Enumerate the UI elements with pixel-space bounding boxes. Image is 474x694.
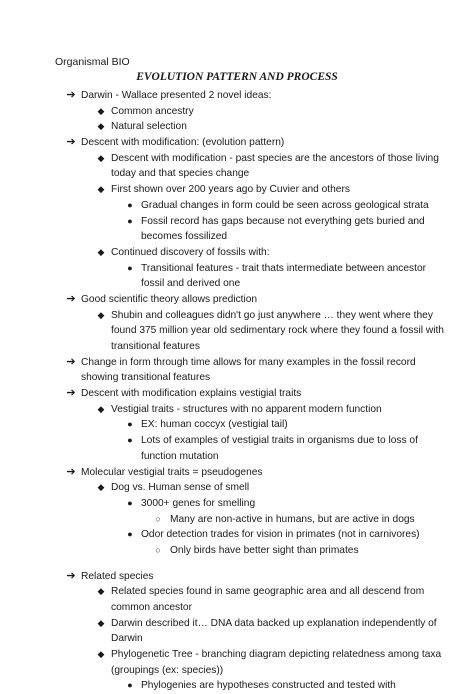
outline-text: Only birds have better sight than primates bbox=[170, 544, 359, 556]
outline-line bbox=[0, 276, 474, 292]
outline-line bbox=[0, 433, 474, 449]
circle-bullet-icon: ○ bbox=[155, 513, 161, 524]
outline-line bbox=[0, 386, 474, 402]
diamond-bullet-icon: ◆ bbox=[97, 586, 105, 597]
outline-text: Descent with modification explains vestigial traits bbox=[81, 388, 302, 400]
page-title: EVOLUTION PATTERN AND PROCESS bbox=[136, 71, 338, 83]
diamond-bullet-icon: ◆ bbox=[97, 617, 105, 628]
outline-line bbox=[0, 166, 474, 182]
outline-text: Shubin and colleagues didn't go just anywhere … they went where they bbox=[111, 309, 433, 321]
outline-line bbox=[0, 496, 474, 512]
arrow-bullet-icon: ➔ bbox=[66, 355, 76, 368]
disc-bullet-icon: ● bbox=[127, 435, 133, 446]
outline-line bbox=[0, 465, 474, 481]
arrow-bullet-icon: ➔ bbox=[66, 465, 76, 478]
outline-line bbox=[0, 104, 474, 120]
outline-line bbox=[0, 214, 474, 230]
disc-bullet-icon: ● bbox=[127, 419, 133, 430]
outline-text: Many are non-active in humans, but are active in dogs bbox=[170, 513, 415, 525]
outline-text: 3000+ genes for smelling bbox=[141, 497, 256, 509]
outline-text: showing transitional features bbox=[81, 372, 211, 384]
outline-text: (groupings (ex: species)) bbox=[111, 664, 224, 676]
diamond-bullet-icon: ◆ bbox=[97, 246, 105, 257]
outline-text: Fossil record has gaps because not everything gets buried and bbox=[141, 215, 425, 227]
outline-text: Lots of examples of vestigial traits in organisms due to loss of bbox=[141, 435, 418, 447]
notes-outline bbox=[0, 88, 474, 694]
outline-line bbox=[0, 631, 474, 647]
outline-text: common ancestor bbox=[111, 602, 192, 613]
outline-line bbox=[0, 355, 474, 371]
outline-line bbox=[0, 512, 474, 528]
outline-line bbox=[0, 543, 474, 559]
outline-line bbox=[0, 323, 474, 339]
outline-text: Darwin - Wallace presented 2 novel ideas: bbox=[81, 90, 272, 101]
arrow-bullet-icon: ➔ bbox=[66, 387, 76, 400]
outline-text: Continued discovery of fossils with: bbox=[111, 246, 270, 258]
outline-line bbox=[0, 261, 474, 277]
outline-line bbox=[0, 339, 474, 355]
outline-text: Related species found in same geographic area and all descend from bbox=[111, 586, 425, 598]
outline-line bbox=[0, 135, 474, 151]
outline-text: Gradual changes in form could be seen across geological strata bbox=[141, 199, 429, 211]
outline-text: Darwin described it… DNA data backed up explanation independently of bbox=[111, 617, 437, 629]
course-header: Organismal BIO bbox=[55, 56, 130, 68]
disc-bullet-icon: ● bbox=[127, 199, 133, 210]
outline-line bbox=[0, 647, 474, 663]
outline-text: transitional features bbox=[111, 341, 200, 352]
outline-line bbox=[0, 119, 474, 135]
outline-line bbox=[0, 616, 474, 632]
outline-line bbox=[0, 198, 474, 214]
diamond-bullet-icon: ◆ bbox=[97, 482, 105, 493]
outline-line bbox=[0, 678, 474, 694]
disc-bullet-icon: ● bbox=[127, 215, 133, 226]
outline-text: Vestigial traits - structures with no apparent modern function bbox=[111, 403, 382, 415]
outline-text: Phylogenies are hypotheses constructed and tested with bbox=[141, 680, 396, 692]
arrow-bullet-icon: ➔ bbox=[66, 569, 76, 582]
diamond-bullet-icon: ◆ bbox=[97, 403, 105, 414]
outline-line bbox=[0, 292, 474, 308]
disc-bullet-icon: ● bbox=[127, 262, 133, 273]
outline-text: Common ancestry bbox=[111, 105, 194, 117]
outline-text: EX: human coccyx (vestigial tail) bbox=[141, 419, 288, 431]
outline-line bbox=[0, 527, 474, 543]
disc-bullet-icon: ● bbox=[127, 680, 133, 691]
outline-line bbox=[0, 308, 474, 324]
outline-text: Molecular vestigial traits = pseudogenes bbox=[81, 466, 263, 478]
outline-line bbox=[0, 569, 474, 585]
section-spacer bbox=[0, 559, 474, 569]
diamond-bullet-icon: ◆ bbox=[97, 184, 105, 195]
outline-line bbox=[0, 151, 474, 167]
outline-line bbox=[0, 417, 474, 433]
diamond-bullet-icon: ◆ bbox=[97, 309, 105, 320]
outline-line bbox=[0, 449, 474, 465]
diamond-bullet-icon: ◆ bbox=[97, 152, 105, 163]
outline-text: today and that species change bbox=[111, 168, 250, 180]
outline-text: First shown over 200 years ago by Cuvier and others bbox=[111, 184, 350, 196]
diamond-bullet-icon: ◆ bbox=[97, 121, 105, 132]
diamond-bullet-icon: ◆ bbox=[97, 105, 105, 116]
outline-text: found 375 million year old sedimentary rock where they found a fossil with bbox=[111, 325, 444, 337]
outline-line bbox=[0, 245, 474, 261]
diamond-bullet-icon: ◆ bbox=[97, 649, 105, 660]
outline-text: Related species bbox=[81, 570, 154, 582]
arrow-bullet-icon: ➔ bbox=[66, 292, 76, 305]
outline-text: Phylogenetic Tree - branching diagram depicting relatedness among taxa bbox=[111, 649, 442, 661]
disc-bullet-icon: ● bbox=[127, 529, 133, 540]
outline-text: Darwin bbox=[111, 633, 143, 645]
outline-line bbox=[0, 370, 474, 386]
arrow-bullet-icon: ➔ bbox=[66, 136, 76, 149]
outline-line bbox=[0, 480, 474, 496]
outline-text: Odor detection trades for vision in primates (not in carnivores) bbox=[141, 529, 420, 541]
outline-line bbox=[0, 584, 474, 600]
outline-text: Dog vs. Human sense of smell bbox=[111, 482, 250, 494]
outline-text: function mutation bbox=[141, 450, 219, 462]
outline-text: becomes fossilized bbox=[141, 231, 228, 243]
outline-line bbox=[0, 88, 474, 104]
outline-text: Descent with modification - past species are the ancestors of those living bbox=[111, 152, 439, 164]
circle-bullet-icon: ○ bbox=[155, 544, 161, 555]
arrow-bullet-icon: ➔ bbox=[66, 89, 76, 101]
outline-text: Transitional features - trait thats intermediate between ancestor bbox=[141, 262, 427, 274]
outline-line bbox=[0, 182, 474, 198]
disc-bullet-icon: ● bbox=[127, 497, 133, 508]
outline-text: fossil and derived one bbox=[141, 278, 241, 290]
outline-line bbox=[0, 229, 474, 245]
outline-text: Natural selection bbox=[111, 121, 187, 133]
outline-line bbox=[0, 402, 474, 418]
outline-line bbox=[0, 663, 474, 679]
outline-line bbox=[0, 600, 474, 616]
outline-text: Change in form through time allows for many examples in the fossil record bbox=[81, 356, 416, 368]
outline-text: Good scientific theory allows prediction bbox=[81, 293, 258, 305]
outline-text: Descent with modification: (evolution pattern) bbox=[81, 137, 285, 149]
